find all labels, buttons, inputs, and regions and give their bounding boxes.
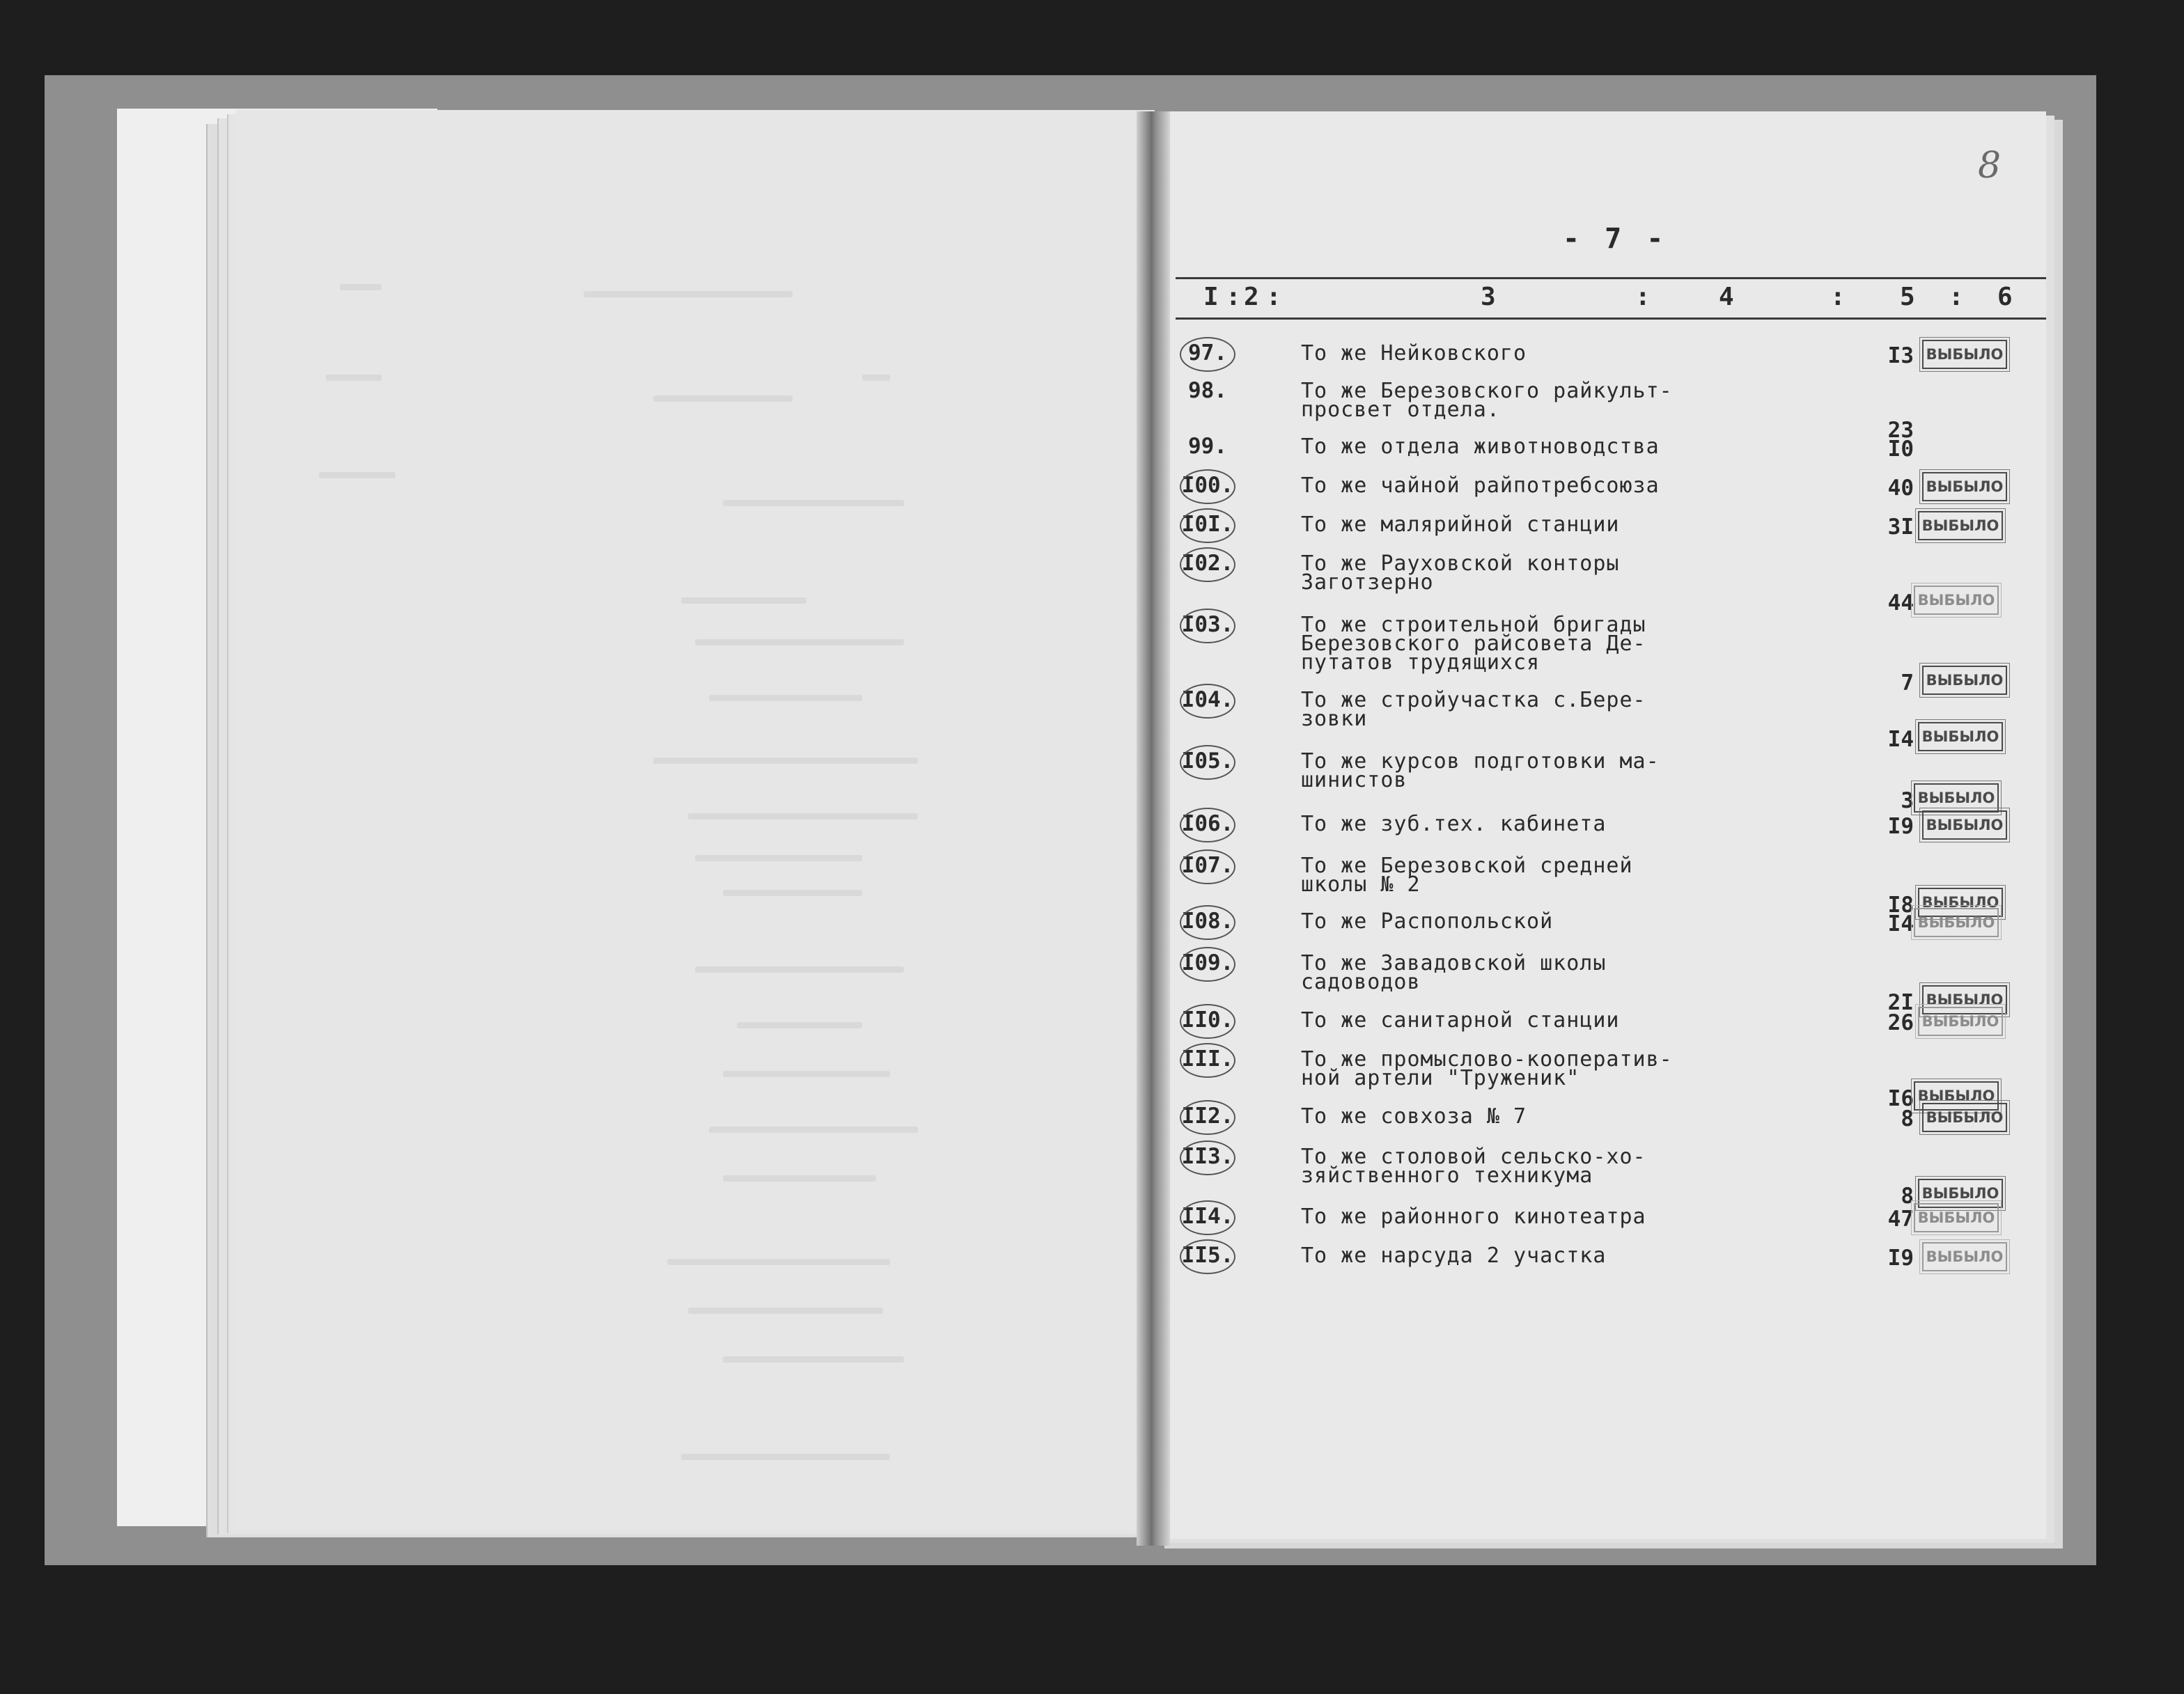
sheet-count: I0 [1887,437,1914,462]
vybylo-stamp: ВЫБЫЛО [1922,666,2007,695]
row-number: II2. [1181,1104,1234,1129]
vybylo-stamp: ВЫБЫЛО [1918,722,2003,751]
row-description-line: Заготзерно [1301,570,1434,595]
bleed-through-mark [709,1127,918,1133]
vybylo-stamp: ВЫБЫЛО [1914,908,1999,937]
row-description-line: То же Березовского райкульт- [1301,379,1673,403]
row-number-circle [1180,1043,1235,1078]
column-separator: : [1266,283,1281,311]
row-description-line: То же отдела животноводства [1301,434,1660,459]
row-description-line: То же Нейковского [1301,341,1527,366]
row-description-line: То же курсов подготовки ма- [1301,749,1660,774]
row-description-line: То же Распопольской [1301,909,1554,934]
vybylo-stamp: ВЫБЫЛО [1922,985,2007,1014]
row-description-line: То же Березовской средней [1301,854,1633,878]
row-description-line: ной артели "Труженик" [1301,1066,1580,1090]
row-description-line: То же совхоза № 7 [1301,1104,1527,1129]
sheet-count: 47 [1887,1207,1914,1232]
row-description-line: просвет отдела. [1301,398,1500,422]
row-number-circle [1180,947,1235,982]
row-description-line: Березовского райсовета Де- [1301,632,1646,656]
row-description-line: То же санитарной станции [1301,1008,1620,1033]
row-description-line: То же зуб.тех. кабинета [1301,812,1607,836]
row-description-line: То же чайной райпотребсоюза [1301,473,1660,498]
header-top-rule [1176,277,2046,279]
vybylo-stamp: ВЫБЫЛО [1922,1103,2007,1132]
row-number: I08. [1181,909,1234,934]
row-number: I00. [1181,473,1234,498]
sheet-count: I9 [1887,814,1914,839]
row-description-line: путатов трудящихся [1301,650,1540,675]
row-description-line: То же нарсуда 2 участка [1301,1244,1607,1268]
sheet-count: 23 [1887,418,1914,443]
column-separator: : [1949,283,1964,311]
row-number: II5. [1181,1243,1234,1268]
bleed-through-mark [862,375,890,381]
sheet-count: 40 [1887,476,1914,501]
row-number: I03. [1181,612,1234,637]
row-number-circle [1180,508,1235,543]
bleed-through-mark [723,890,862,896]
row-number-circle [1180,1239,1235,1274]
row-number: III. [1181,1046,1234,1072]
bleed-through-mark [723,1071,890,1077]
row-number: II4. [1181,1204,1234,1229]
row-description-line: То же районного кинотеатра [1301,1205,1646,1229]
folio-number: 8 [1978,145,2002,187]
row-description-line: зяйственного техникума [1301,1163,1593,1188]
row-description-line: садоводов [1301,970,1421,994]
row-number-circle [1180,745,1235,780]
row-number-circle [1180,1004,1235,1039]
bleed-through-mark [681,1454,890,1460]
row-number-circle [1180,808,1235,842]
column-separator: : [1226,283,1241,311]
row-number: II3. [1181,1144,1234,1169]
row-description-line: То же столовой сельско-хо- [1301,1145,1646,1169]
column-header-label: 5 [1900,283,1915,311]
sheet-count: 8 [1901,1184,1914,1209]
row-number: 97. [1188,340,1227,366]
column-separator: : [1830,283,1846,311]
column-header-label: 4 [1719,283,1734,311]
bleed-through-mark [688,1308,883,1314]
sheet-count: 8 [1901,1106,1914,1131]
row-number-circle [1180,1200,1235,1235]
row-number: I0I. [1181,512,1234,537]
vybylo-stamp: ВЫБЫЛО [1914,1203,1999,1232]
bleed-through-mark [695,639,904,645]
sheet-count: 26 [1887,1010,1914,1035]
bleed-through-mark [709,695,862,701]
vybylo-stamp: ВЫБЫЛО [1922,472,2007,501]
column-header-label: I [1203,283,1219,311]
column-header-label: 2 [1244,283,1259,311]
sheet-count: 2I [1887,990,1914,1015]
row-number: I04. [1181,687,1234,712]
vybylo-stamp: ВЫБЫЛО [1918,1007,2003,1036]
vybylo-stamp: ВЫБЫЛО [1922,1242,2007,1271]
row-number-circle [1180,684,1235,719]
vybylo-stamp: ВЫБЫЛО [1922,810,2007,840]
row-number: 99. [1188,434,1227,459]
vybylo-stamp: ВЫБЫЛО [1918,888,2003,917]
bleed-through-mark [723,1175,876,1182]
vybylo-stamp: ВЫБЫЛО [1918,1179,2003,1208]
bleed-through-mark [695,966,904,973]
bleed-through-mark [584,291,793,297]
sheet-count: I9 [1887,1246,1914,1271]
bleed-through-mark [688,813,918,819]
page-number: - 7 - [1563,223,1668,255]
row-description-line: зовки [1301,707,1368,731]
sheet-count: I4 [1887,911,1914,936]
vybylo-stamp: ВЫБЫЛО [1914,783,1999,813]
row-description-line: То же Рауховской конторы [1301,551,1620,576]
row-number-circle [1180,1140,1235,1175]
row-number-circle [1180,849,1235,884]
row-number: II0. [1181,1007,1234,1033]
row-description-line: шинистов [1301,768,1407,792]
sheet-count: 44 [1887,590,1914,615]
sheet-count: I8 [1887,893,1914,918]
row-number: I07. [1181,853,1234,878]
row-description-line: То же строительной бригады [1301,613,1646,637]
bleed-through-mark [723,1356,904,1363]
bleed-through-mark [653,758,918,764]
sheet-count: I3 [1887,343,1914,368]
sheet-count: 7 [1901,670,1914,696]
row-description-line: То же промыслово-кооператив- [1301,1047,1673,1072]
bleed-through-mark [340,284,382,290]
vybylo-stamp: ВЫБЫЛО [1914,1081,1999,1111]
bleed-through-mark [681,597,806,604]
row-number: I05. [1181,748,1234,774]
sheet-count: I4 [1887,727,1914,752]
row-description-line: То же стройучастка с.Бере- [1301,688,1646,712]
bleed-through-mark [653,395,793,402]
bleed-through-mark [326,375,382,381]
row-number-circle [1180,337,1235,372]
vybylo-stamp: ВЫБЫЛО [1918,511,2003,540]
row-number: I09. [1181,950,1234,975]
sheet-count: 3I [1887,515,1914,540]
row-number: I06. [1181,811,1234,836]
left-page [235,110,1155,1530]
column-header-label: 3 [1481,283,1496,311]
row-number-circle [1180,905,1235,940]
column-header-label: 6 [1997,283,2013,311]
bleed-through-mark [667,1259,890,1265]
row-number: I02. [1181,551,1234,576]
bleed-through-mark [737,1022,862,1028]
sheet-count: 3 [1901,788,1914,813]
row-number-circle [1180,547,1235,582]
bleed-through-mark [319,472,396,478]
row-number: 98. [1188,378,1227,403]
bleed-through-mark [695,855,862,861]
row-number-circle [1180,469,1235,504]
book-spine [1137,111,1170,1546]
row-description-line: То же Завадовской школы [1301,951,1607,975]
vybylo-stamp: ВЫБЫЛО [1914,586,1999,615]
header-bottom-rule [1176,317,2046,320]
right-page [1162,111,2046,1539]
row-number-circle [1180,1100,1235,1135]
sheet-count: I6 [1887,1086,1914,1111]
row-description-line: То же малярийной станции [1301,512,1620,537]
bleed-through-mark [723,500,904,506]
row-description-line: школы № 2 [1301,872,1421,897]
row-number-circle [1180,609,1235,643]
column-separator: : [1635,283,1651,311]
vybylo-stamp: ВЫБЫЛО [1922,340,2007,369]
